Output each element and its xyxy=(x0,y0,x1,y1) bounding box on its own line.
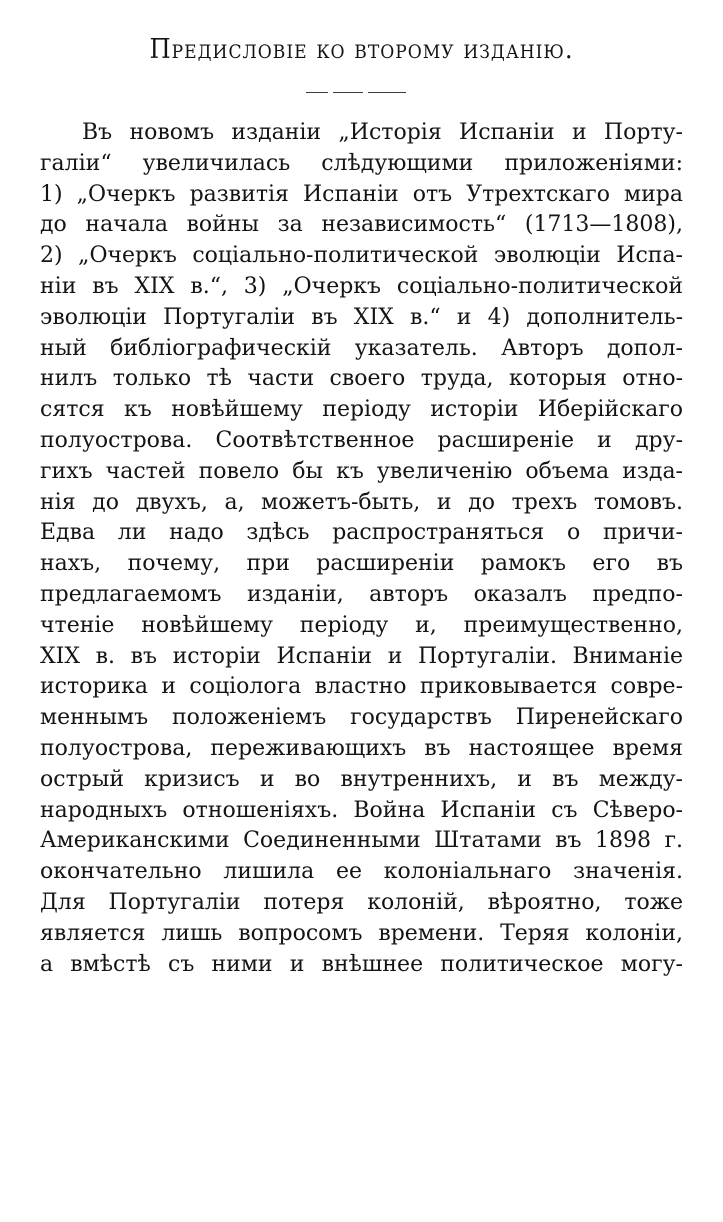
text-line: Американскими Соединенными Штатами въ 1898 г. xyxy=(40,828,683,854)
text-line: 1) „Очеркъ развитія Испаніи отъ Утрехтскаго мира xyxy=(40,181,683,207)
text-line: гихъ частей повело бы къ увеличенію объема изда- xyxy=(40,458,683,484)
text-line: Едва ли надо здѣсь распространяться о причи- xyxy=(40,520,683,546)
text-line: народныхъ отношеніяхъ. Война Испаніи съ Сѣверо- xyxy=(40,797,683,823)
text-line: до начала войны за независимость“ (1713—1808), xyxy=(40,212,683,238)
text-line: полуострова. Соотвѣтственное расширеніе и дру- xyxy=(40,427,683,453)
text-line: историка и соціолога властно приковывается совре- xyxy=(40,674,683,700)
text-line: является лишь вопросомъ времени. Теряя колоніи, xyxy=(40,920,683,946)
text-line: а вмѣстѣ съ ними и внѣшнее политическое могу- xyxy=(40,951,683,977)
page-title: Предисловіе ко второму изданію. xyxy=(149,34,574,65)
text-line: меннымъ положеніемъ государствъ Пиренейскаго xyxy=(40,705,683,731)
text-line: XIX в. въ исторіи Испаніи и Португаліи. Вниманіе xyxy=(40,643,683,669)
text-line: нія до двухъ, а, можетъ-быть, и до трехъ томовъ. xyxy=(40,489,683,515)
text-line: нахъ, почему, при расширеніи рамокъ его въ xyxy=(40,551,683,577)
text-line: предлагаемомъ изданіи, авторъ оказалъ предпо- xyxy=(40,581,683,607)
text-line: нилъ только тѣ части своего труда, которыя отно- xyxy=(40,366,683,392)
preface-paragraph xyxy=(40,118,683,980)
text-line: окончательно лишила ее колоніальнаго значенія. xyxy=(40,859,683,885)
text-line: 2) „Очеркъ соціально-политической эволюціи Испа- xyxy=(40,243,683,269)
text-line: острый кризисъ и во внутреннихъ, и въ между- xyxy=(40,766,683,792)
text-line: сятся къ новѣйшему періоду исторіи Иберійскаго xyxy=(40,397,683,423)
text-line: Для Португаліи потеря колоній, вѣроятно, тоже xyxy=(40,889,683,915)
text-line: эволюціи Португаліи въ XIX в.“ и 4) дополнитель- xyxy=(40,304,683,330)
title-divider xyxy=(306,92,406,95)
text-line: полуострова, переживающихъ въ настоящее время xyxy=(40,735,683,761)
text-line: галіи“ увеличилась слѣдующими приложеніями: xyxy=(40,150,683,176)
text-line: чтеніе новѣйшему періоду и, преимущественно, xyxy=(40,612,683,638)
text-line: ный библіографическій указатель. Авторъ допол- xyxy=(40,335,683,361)
text-line: ніи въ XIX в.“, 3) „Очеркъ соціально-политической xyxy=(40,273,683,299)
text-line: Въ новомъ изданіи „Исторія Испаніи и Порту- xyxy=(82,120,683,145)
